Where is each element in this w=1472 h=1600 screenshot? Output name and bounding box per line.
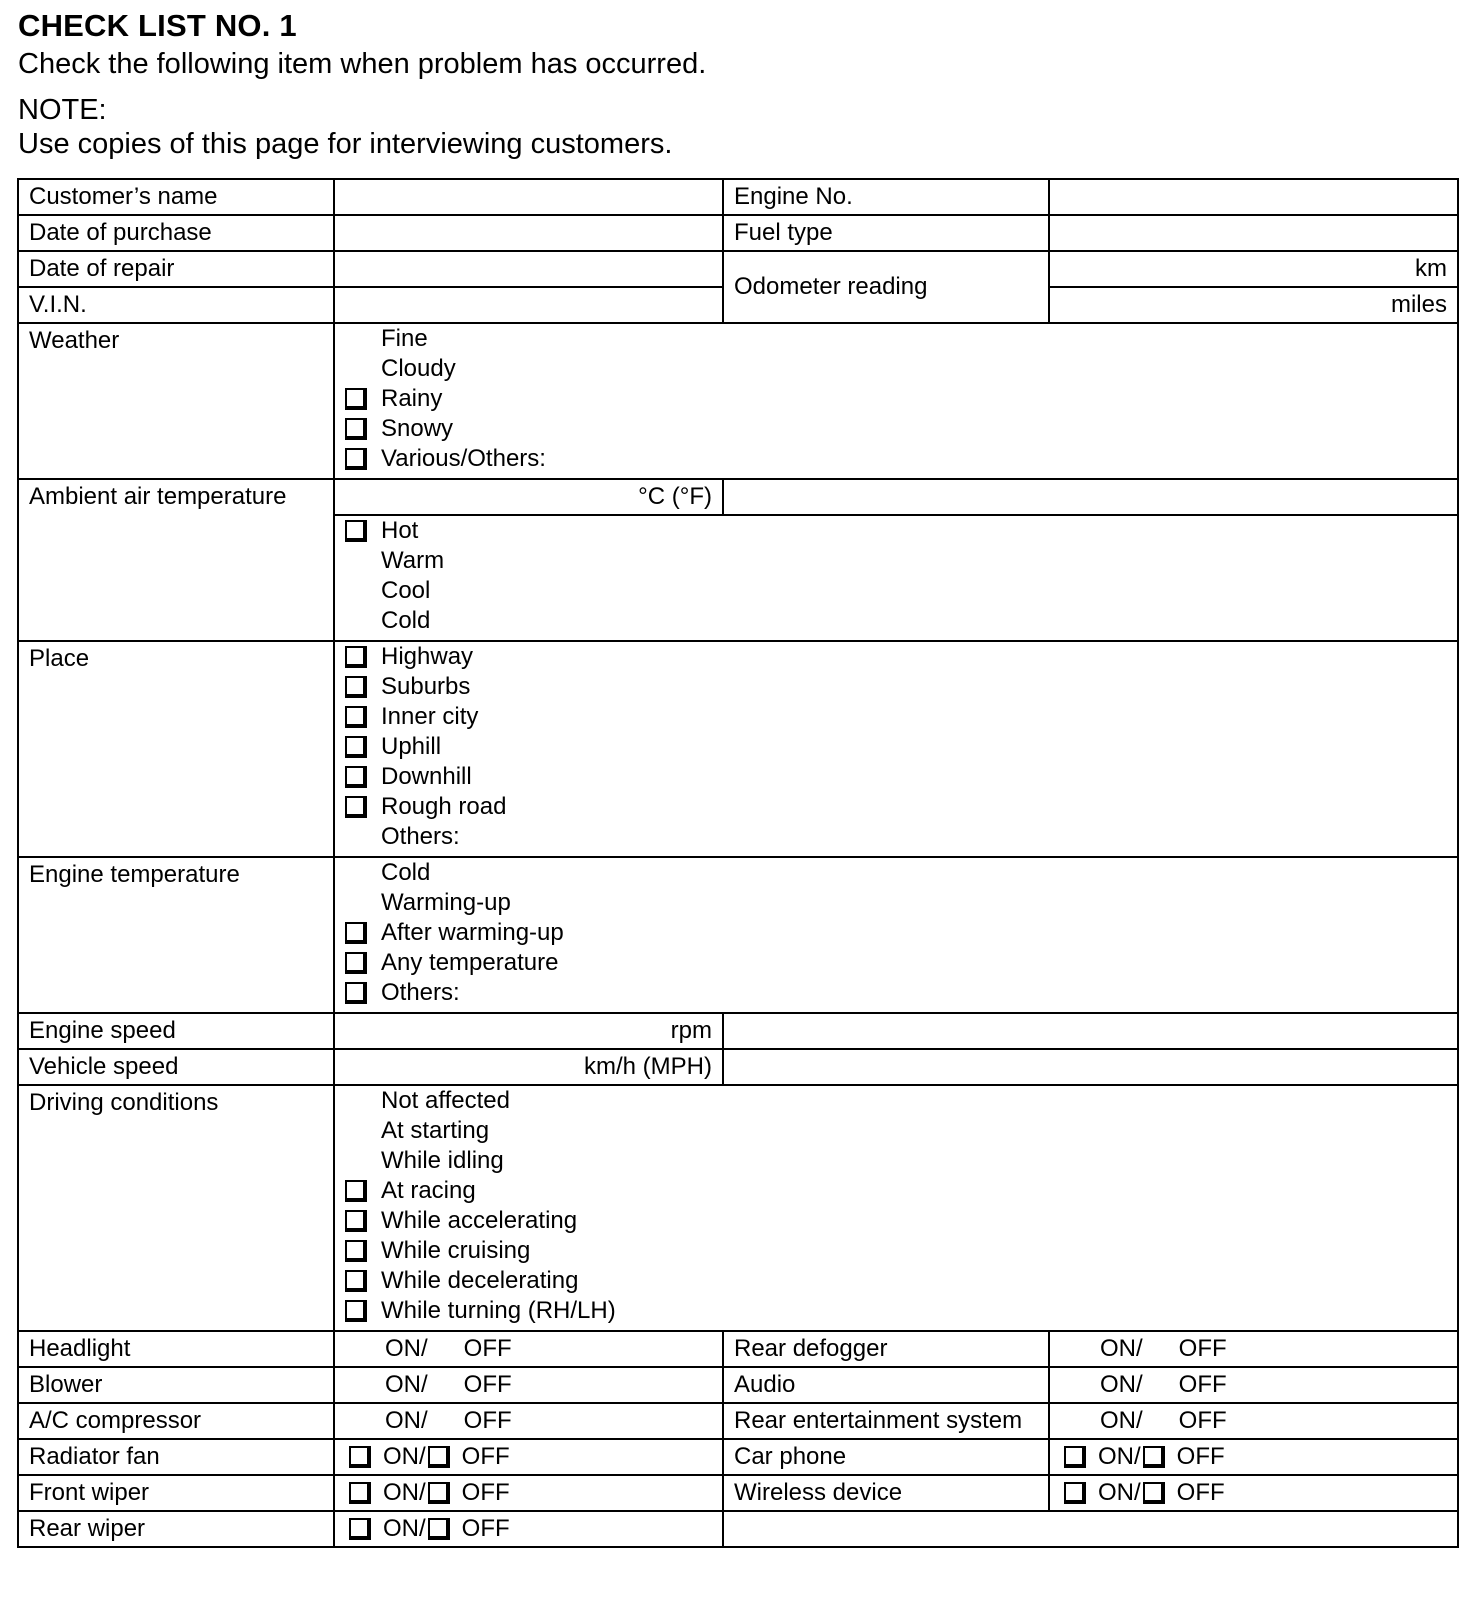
option-item[interactable] <box>345 702 1457 732</box>
row-purchase <box>18 215 1458 251</box>
instruction-text: Check the following item when problem has occurred. <box>18 48 707 80</box>
row-engine-temperature <box>18 857 1458 1013</box>
odometer-km-field[interactable]: km <box>1049 251 1458 287</box>
vehicle-speed-field[interactable]: km/h (MPH) <box>334 1049 723 1085</box>
off-checkbox[interactable] <box>428 1446 450 1468</box>
off-label: OFF <box>461 1479 510 1506</box>
row-headlight <box>18 1331 1458 1367</box>
car-phone-label: Car phone <box>723 1439 1049 1475</box>
radiator-fan-onoff <box>334 1439 723 1475</box>
rear-wiper-label: Rear wiper <box>18 1511 334 1547</box>
checkbox[interactable] <box>345 766 367 788</box>
driving-conditions-options <box>334 1085 1458 1331</box>
row-engine-speed <box>18 1013 1458 1049</box>
on-label: ON/ <box>1098 1443 1141 1470</box>
option-label: While cruising <box>381 1237 531 1264</box>
checkbox[interactable] <box>345 520 367 542</box>
off-label: OFF <box>1176 1443 1225 1470</box>
option-label: Snowy <box>381 415 454 442</box>
place-label: Place <box>18 641 334 857</box>
checkbox[interactable] <box>345 1240 367 1262</box>
option-item[interactable] <box>345 1296 1457 1326</box>
option-label: Not affected <box>381 1087 510 1114</box>
odometer-reading-label: Odometer reading <box>723 251 1049 323</box>
ambient-temperature-label: Ambient air temperature <box>18 479 334 641</box>
option-label: Cold <box>381 607 431 634</box>
option-label: Suburbs <box>381 673 471 700</box>
option-item[interactable] <box>345 672 1457 702</box>
option-item <box>345 576 1457 606</box>
wireless-device-label: Wireless device <box>723 1475 1049 1511</box>
option-label: Fine <box>381 325 428 352</box>
row-radiator-fan <box>18 1439 1458 1475</box>
front-wiper-label: Front wiper <box>18 1475 334 1511</box>
off-checkbox[interactable] <box>428 1518 450 1540</box>
checkbox[interactable] <box>345 796 367 818</box>
option-item <box>345 1116 1457 1146</box>
row-driving-conditions <box>18 1085 1458 1331</box>
option-label: Warm <box>381 547 445 574</box>
off-label: OFF <box>1176 1479 1225 1506</box>
checkbox[interactable] <box>345 646 367 668</box>
checkbox[interactable] <box>345 952 367 974</box>
option-item <box>345 354 1457 384</box>
on-label: ON/ <box>1098 1479 1141 1506</box>
on-checkbox[interactable] <box>1064 1482 1086 1504</box>
on-checkbox[interactable] <box>349 1518 371 1540</box>
on-label: ON/ <box>385 1371 428 1398</box>
option-item <box>345 1146 1457 1176</box>
row-place <box>18 641 1458 857</box>
option-label: Rainy <box>381 385 443 412</box>
checkbox-slot <box>345 1089 381 1113</box>
option-label: While turning (RH/LH) <box>381 1297 616 1324</box>
date-of-purchase-label: Date of purchase <box>18 215 334 251</box>
option-item[interactable] <box>345 1236 1457 1266</box>
row-front-wiper <box>18 1475 1458 1511</box>
off-label: OFF <box>463 1335 512 1362</box>
option-label: After warming-up <box>381 919 564 946</box>
option-item[interactable] <box>345 516 1457 546</box>
rear-entertainment-onoff <box>1049 1403 1458 1439</box>
option-label: Others: <box>381 823 460 850</box>
option-label: Highway <box>381 643 474 670</box>
blower-onoff <box>334 1367 723 1403</box>
rear-wiper-blank <box>723 1511 1458 1547</box>
off-label: OFF <box>1178 1335 1227 1362</box>
checkbox-slot <box>345 825 381 849</box>
option-item[interactable] <box>345 918 1457 948</box>
on-label: ON/ <box>383 1443 426 1470</box>
customers-name-field[interactable] <box>334 179 723 215</box>
option-item <box>345 858 1457 888</box>
headlight-onoff <box>334 1331 723 1367</box>
row-repair <box>18 251 1458 287</box>
engine-temperature-options <box>334 857 1458 1013</box>
option-item[interactable] <box>345 1266 1457 1296</box>
checkbox[interactable] <box>345 1180 367 1202</box>
engine-speed-field[interactable]: rpm <box>334 1013 723 1049</box>
odometer-miles-field[interactable]: miles <box>1049 287 1458 323</box>
fuel-type-label: Fuel type <box>723 215 1049 251</box>
off-checkbox[interactable] <box>1143 1482 1165 1504</box>
option-item[interactable] <box>345 642 1457 672</box>
date-of-purchase-field[interactable] <box>334 215 723 251</box>
option-item <box>345 324 1457 354</box>
checkbox[interactable] <box>345 706 367 728</box>
fuel-type-field[interactable] <box>1049 215 1458 251</box>
ambient-temperature-blank <box>723 479 1458 515</box>
weather-options <box>334 323 1458 479</box>
off-label: OFF <box>461 1443 510 1470</box>
checkbox[interactable] <box>345 982 367 1004</box>
rear-entertainment-label: Rear entertainment system <box>723 1403 1049 1439</box>
option-label: Cool <box>381 577 431 604</box>
on-label: ON/ <box>1100 1335 1143 1362</box>
vehicle-speed-label: Vehicle speed <box>18 1049 334 1085</box>
engine-speed-blank <box>723 1013 1458 1049</box>
option-item <box>345 1086 1457 1116</box>
on-label: ON/ <box>383 1515 426 1542</box>
front-wiper-onoff <box>334 1475 723 1511</box>
option-label: Hot <box>381 517 419 544</box>
option-item[interactable] <box>345 444 1457 474</box>
off-label: OFF <box>1178 1407 1227 1434</box>
checkbox[interactable] <box>345 418 367 440</box>
on-label: ON/ <box>383 1479 426 1506</box>
off-label: OFF <box>463 1371 512 1398</box>
option-item[interactable] <box>345 762 1457 792</box>
audio-label: Audio <box>723 1367 1049 1403</box>
checkbox-slot <box>345 327 381 351</box>
vin-field[interactable] <box>334 287 723 323</box>
row-vehicle-speed <box>18 1049 1458 1085</box>
page-title: CHECK LIST NO. 1 <box>18 8 297 43</box>
weather-label: Weather <box>18 323 334 479</box>
checkbox-slot <box>345 891 381 915</box>
note-label: NOTE: <box>18 94 107 126</box>
on-label: ON/ <box>385 1407 428 1434</box>
note-text: Use copies of this page for interviewing customers. <box>18 128 673 160</box>
option-label: At racing <box>381 1177 476 1204</box>
option-label: Downhill <box>381 763 472 790</box>
option-item <box>345 546 1457 576</box>
wireless-device-onoff <box>1049 1475 1458 1511</box>
off-label: OFF <box>1178 1371 1227 1398</box>
engine-no-label: Engine No. <box>723 179 1049 215</box>
option-label: Warming-up <box>381 889 511 916</box>
rear-defogger-onoff <box>1049 1331 1458 1367</box>
checkbox-slot <box>345 1119 381 1143</box>
checkbox[interactable] <box>345 1300 367 1322</box>
checkbox[interactable] <box>345 388 367 410</box>
on-checkbox[interactable] <box>1064 1446 1086 1468</box>
engine-temperature-label: Engine temperature <box>18 857 334 1013</box>
on-checkbox[interactable] <box>349 1446 371 1468</box>
off-label: OFF <box>463 1407 512 1434</box>
headlight-label: Headlight <box>18 1331 334 1367</box>
option-label: Rough road <box>381 793 507 820</box>
audio-onoff <box>1049 1367 1458 1403</box>
on-checkbox[interactable] <box>349 1482 371 1504</box>
customers-name-label: Customer’s name <box>18 179 334 215</box>
option-label: Others: <box>381 979 460 1006</box>
vehicle-speed-blank <box>723 1049 1458 1085</box>
checkbox[interactable] <box>345 1270 367 1292</box>
on-label: ON/ <box>1100 1371 1143 1398</box>
option-label: Uphill <box>381 733 442 760</box>
row-rear-wiper <box>18 1511 1458 1547</box>
row-customer <box>18 179 1458 215</box>
row-weather <box>18 323 1458 479</box>
checkbox-slot <box>345 549 381 573</box>
checkbox-slot <box>345 861 381 885</box>
checkbox[interactable] <box>345 676 367 698</box>
driving-conditions-label: Driving conditions <box>18 1085 334 1331</box>
off-checkbox[interactable] <box>428 1482 450 1504</box>
check-list-table <box>17 178 1459 1548</box>
option-item[interactable] <box>345 1206 1457 1236</box>
option-label: While accelerating <box>381 1207 578 1234</box>
checkbox[interactable] <box>345 736 367 758</box>
ac-compressor-onoff <box>334 1403 723 1439</box>
ambient-temperature-field[interactable]: °C (°F) <box>334 479 723 515</box>
option-item[interactable] <box>345 948 1457 978</box>
option-item <box>345 822 1457 852</box>
checkbox-slot <box>345 579 381 603</box>
option-item[interactable] <box>345 792 1457 822</box>
date-of-repair-label: Date of repair <box>18 251 334 287</box>
option-label: Cloudy <box>381 355 456 382</box>
radiator-fan-label: Radiator fan <box>18 1439 334 1475</box>
option-item[interactable] <box>345 1176 1457 1206</box>
vin-label: V.I.N. <box>18 287 334 323</box>
option-item <box>345 606 1457 636</box>
engine-no-field[interactable] <box>1049 179 1458 215</box>
date-of-repair-field[interactable] <box>334 251 723 287</box>
off-checkbox[interactable] <box>1143 1446 1165 1468</box>
option-item[interactable] <box>345 384 1457 414</box>
ac-compressor-label: A/C compressor <box>18 1403 334 1439</box>
place-options <box>334 641 1458 857</box>
option-label: While idling <box>381 1147 504 1174</box>
option-label: Cold <box>381 859 431 886</box>
checkbox-slot <box>345 357 381 381</box>
rear-wiper-onoff <box>334 1511 723 1547</box>
rear-defogger-label: Rear defogger <box>723 1331 1049 1367</box>
option-label: Various/Others: <box>381 445 546 472</box>
on-label: ON/ <box>385 1335 428 1362</box>
ambient-options <box>334 515 1458 641</box>
row-blower <box>18 1367 1458 1403</box>
off-label: OFF <box>461 1515 510 1542</box>
option-item[interactable] <box>345 414 1457 444</box>
engine-speed-label: Engine speed <box>18 1013 334 1049</box>
option-item[interactable] <box>345 732 1457 762</box>
checkbox[interactable] <box>345 1210 367 1232</box>
blower-label: Blower <box>18 1367 334 1403</box>
checkbox[interactable] <box>345 922 367 944</box>
option-item <box>345 888 1457 918</box>
option-label: Inner city <box>381 703 479 730</box>
option-label: Any temperature <box>381 949 559 976</box>
checkbox[interactable] <box>345 448 367 470</box>
row-ambient <box>18 479 1458 515</box>
car-phone-onoff <box>1049 1439 1458 1475</box>
checkbox-slot <box>345 609 381 633</box>
option-label: While decelerating <box>381 1267 579 1294</box>
checkbox-slot <box>345 1149 381 1173</box>
option-item[interactable] <box>345 978 1457 1008</box>
row-ac-compressor <box>18 1403 1458 1439</box>
on-label: ON/ <box>1100 1407 1143 1434</box>
option-label: At starting <box>381 1117 490 1144</box>
